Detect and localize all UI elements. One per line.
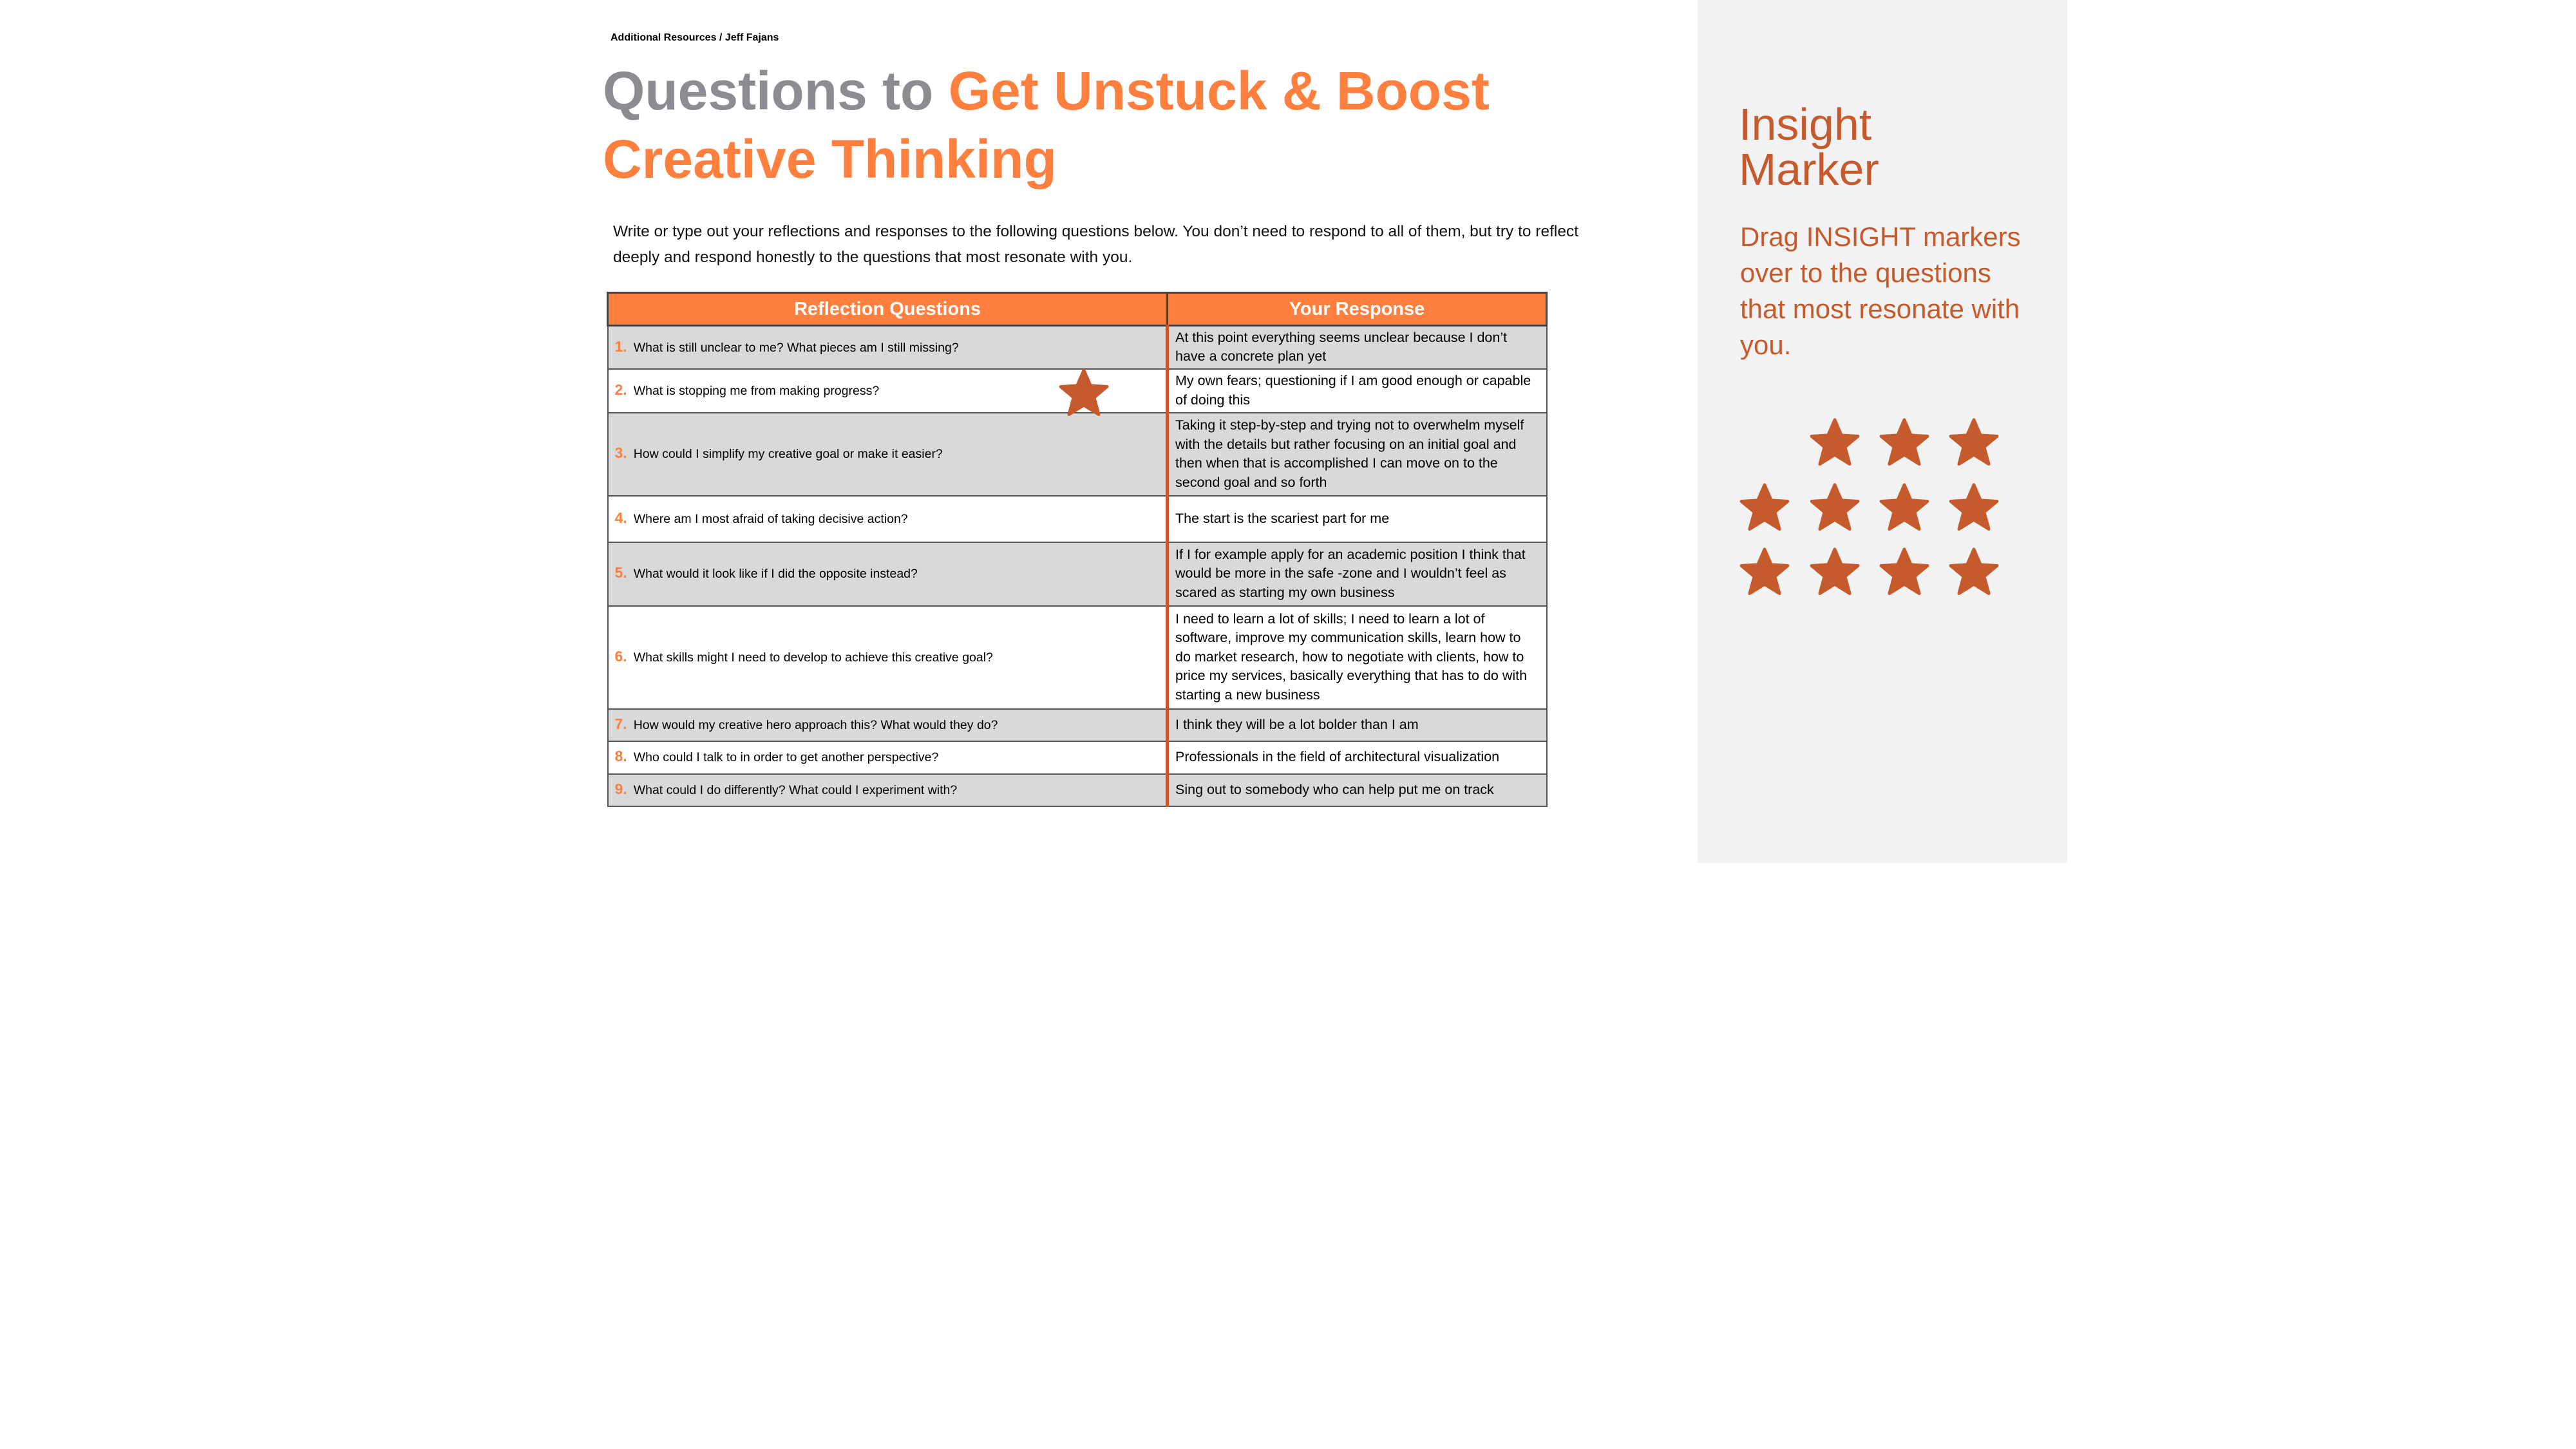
response-field[interactable]: Sing out to somebody who can help put me on track xyxy=(1168,774,1547,806)
question-cell xyxy=(608,606,1168,709)
insight-marker-star-icon[interactable] xyxy=(1948,482,2000,533)
question-number: 2. xyxy=(614,381,627,398)
title-part-gray: Questions to xyxy=(603,61,949,121)
header-your-response: Your Response xyxy=(1168,293,1547,326)
question-cell xyxy=(608,709,1168,741)
question-text: What would it look like if I did the opposite instead? xyxy=(633,567,918,582)
question-text: What is still unclear to me? What pieces am I still missing? xyxy=(633,340,959,355)
intro-text: Write or type out your reflections and responses to the following questions below. You don’t need to respond to all of them, but try to reflect deeply and respond honestly to the questions that most resonate with you. xyxy=(613,223,1579,266)
insight-marker-star-icon[interactable] xyxy=(1809,546,1861,598)
insight-marker-star-icon[interactable] xyxy=(1879,417,1930,468)
response-field[interactable]: My own fears; questioning if I am good enough or capable of doing this xyxy=(1168,369,1547,413)
table-row xyxy=(608,413,1547,496)
response-field[interactable]: If I for example apply for an academic position I think that would be more in the safe -zone and I wouldn’t feel as scared as starting my own business xyxy=(1168,542,1547,606)
response-field[interactable]: I think they will be a lot bolder than I am xyxy=(1168,709,1547,741)
insight-marker-star-icon[interactable] xyxy=(1739,546,1790,598)
page-title xyxy=(603,57,1633,193)
question-number: 4. xyxy=(614,509,627,526)
panel-title: Insight Marker xyxy=(1739,99,1879,194)
question-cell xyxy=(608,326,1168,369)
question-number: 3. xyxy=(614,444,627,462)
response-field[interactable]: At this point everything seems unclear because I don’t have a concrete plan yet xyxy=(1168,326,1547,369)
question-text: How could I simplify my creative goal or make it easier? xyxy=(633,447,943,462)
insight-marker-star-icon[interactable] xyxy=(1948,417,2000,468)
question-cell xyxy=(608,413,1168,496)
table-header-row xyxy=(608,293,1547,326)
question-number: 9. xyxy=(614,780,627,797)
response-field[interactable]: Taking it step-by-step and trying not to overwhelm myself with the details but rather focusing on an initial goal and then when that is accomplished I can move on to the second goal and so forth xyxy=(1168,413,1547,496)
question-number: 7. xyxy=(614,715,627,732)
table-row xyxy=(608,496,1547,542)
breadcrumb: Additional Resources / Jeff Fajans xyxy=(611,32,779,43)
insight-marker-star-icon[interactable] xyxy=(1739,482,1790,533)
insight-marker-star-icon[interactable] xyxy=(1879,482,1930,533)
question-text: Who could I talk to in order to get another perspective? xyxy=(633,750,939,765)
response-field[interactable]: Professionals in the field of architectural visualization xyxy=(1168,741,1547,774)
question-text: Where am I most afraid of taking decisive action? xyxy=(633,511,908,526)
title-part-orange: Get Unstuck & Boost Creative Thinking xyxy=(603,61,1490,189)
table-row xyxy=(608,774,1547,806)
question-text: What could I do differently? What could I experiment with? xyxy=(633,782,958,797)
insight-marker-star-icon[interactable] xyxy=(1809,482,1861,533)
question-number: 8. xyxy=(614,748,627,765)
question-cell xyxy=(608,774,1168,806)
table-row xyxy=(608,606,1547,709)
question-text: What is stopping me from making progress? xyxy=(633,383,880,398)
question-number: 6. xyxy=(614,647,627,665)
question-cell xyxy=(608,542,1168,606)
question-number: 1. xyxy=(614,337,627,355)
table-row xyxy=(608,741,1547,774)
placed-insight-marker-star-icon[interactable] xyxy=(1058,367,1110,419)
insight-marker-panel xyxy=(1698,0,2067,863)
question-cell xyxy=(608,741,1168,774)
insight-marker-star-icon[interactable] xyxy=(1948,546,2000,598)
response-field[interactable]: I need to learn a lot of skills; I need to learn a lot of software, improve my communication skills, learn how to do market research, how to negotiate with clients, how to price my services, basically everything that has to do with starting a new business xyxy=(1168,606,1547,709)
question-text: How would my creative hero approach this? What would they do? xyxy=(633,717,998,732)
insight-marker-star-icon[interactable] xyxy=(1809,417,1861,468)
response-field[interactable]: The start is the scariest part for me xyxy=(1168,496,1547,542)
table-row xyxy=(608,542,1547,606)
table-row xyxy=(608,326,1547,369)
question-cell xyxy=(608,496,1168,542)
panel-description: Drag INSIGHT markers over to the questions that most resonate with you. xyxy=(1740,222,2021,360)
question-number: 5. xyxy=(614,564,627,582)
header-reflection-questions: Reflection Questions xyxy=(608,293,1168,326)
insight-marker-star-icon[interactable] xyxy=(1879,546,1930,598)
table-row xyxy=(608,709,1547,741)
question-text: What skills might I need to develop to achieve this creative goal? xyxy=(633,650,993,665)
